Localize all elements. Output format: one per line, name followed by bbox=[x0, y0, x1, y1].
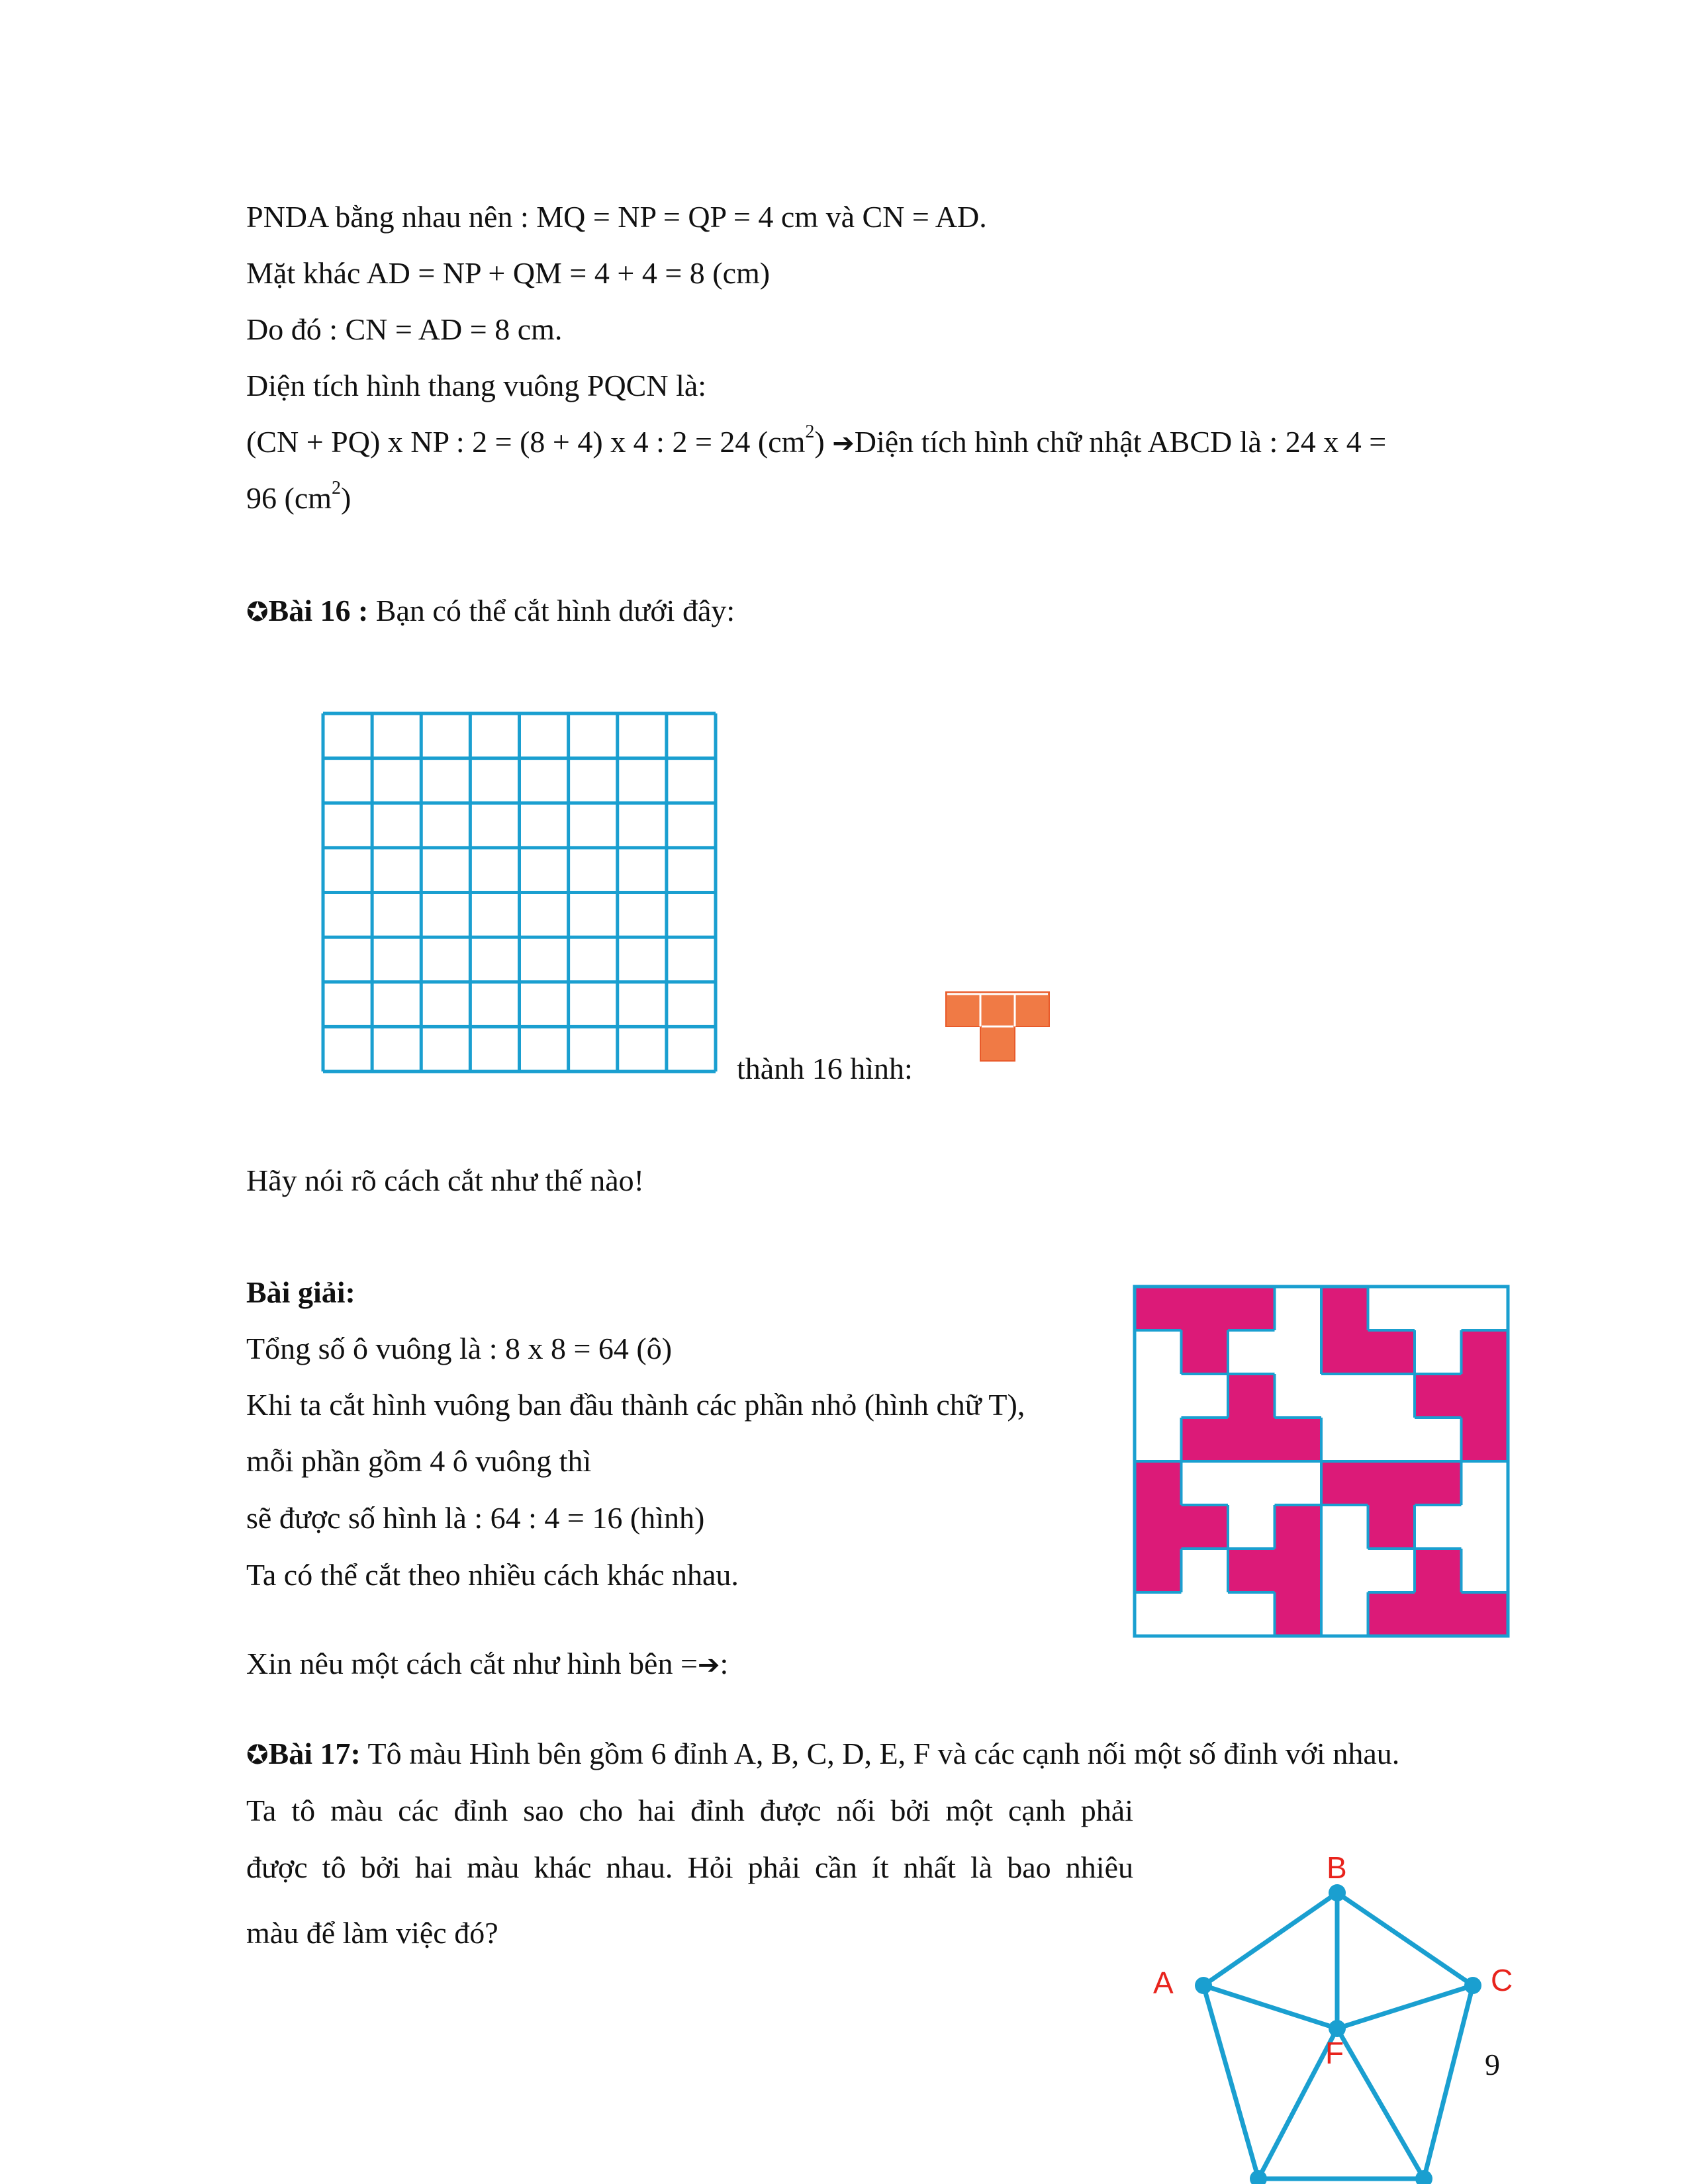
tiling-cell bbox=[1275, 1461, 1322, 1505]
t-tetromino bbox=[943, 989, 1056, 1066]
tiling-cell bbox=[1275, 1374, 1322, 1418]
vertex-C bbox=[1464, 1977, 1481, 1994]
tiling-cell bbox=[1462, 1549, 1509, 1592]
tiling-cell bbox=[1275, 1418, 1322, 1461]
edge-CD bbox=[1424, 1985, 1473, 2179]
tetromino-cell bbox=[1015, 992, 1049, 1026]
solution-line-3: mỗi phần gồm 4 ô vuông thì bbox=[246, 1444, 592, 1478]
tiling-cell bbox=[1135, 1330, 1182, 1374]
tiling-cell bbox=[1321, 1374, 1368, 1418]
text-line-6 bbox=[246, 477, 352, 517]
tiling-cell bbox=[1182, 1505, 1229, 1549]
tiling-cell bbox=[1228, 1330, 1275, 1374]
tiling-cell bbox=[1275, 1505, 1322, 1549]
tiling-cell bbox=[1368, 1418, 1415, 1461]
text-line-3: Do đó : CN = AD = 8 cm. bbox=[246, 312, 563, 346]
tiling-cell bbox=[1182, 1418, 1229, 1461]
superscript: 2 bbox=[805, 421, 815, 442]
edge-AF bbox=[1203, 1985, 1337, 2028]
formula-part: (CN + PQ) x NP : 2 = (8 + 4) x 4 : 2 = 24 (cm bbox=[246, 425, 806, 459]
solution-line-1: Tổng số ô vuông là : 8 x 8 = 64 (ô) bbox=[246, 1332, 673, 1365]
text-line-4: Diện tích hình thang vuông PQCN là: bbox=[246, 369, 707, 402]
bai16-title: Bài 16 : bbox=[268, 594, 369, 627]
solution-title: Bài giải: bbox=[246, 1275, 355, 1309]
arrow-icon: ➔ bbox=[832, 428, 855, 459]
tiling-cell bbox=[1228, 1549, 1275, 1592]
label-B: B bbox=[1327, 1850, 1347, 1885]
solution-line-2: Khi ta cắt hình vuông ban đầu thành các phần nhỏ (hình chữ T), bbox=[246, 1388, 1025, 1422]
tiling-cell bbox=[1275, 1287, 1322, 1330]
solution-line-4: sẽ được số hình là : 64 : 4 = 16 (hình) bbox=[246, 1501, 705, 1535]
tiling-cell bbox=[1135, 1549, 1182, 1592]
tiling-cell bbox=[1462, 1374, 1509, 1418]
bai17-text: Tô màu Hình bên gồm 6 đỉnh A, B, C, D, E, F và các cạnh nối một số đỉnh với nhau. bbox=[360, 1737, 1400, 1770]
tiling-cell bbox=[1182, 1461, 1229, 1505]
tiling-cell bbox=[1321, 1418, 1368, 1461]
tiling-cell bbox=[1182, 1374, 1229, 1418]
t-tiling-solution bbox=[1132, 1284, 1513, 1641]
tiling-cell bbox=[1368, 1549, 1415, 1592]
tiling-cell bbox=[1415, 1592, 1462, 1636]
solution-line-6 bbox=[246, 1645, 728, 1684]
tiling-cell bbox=[1415, 1374, 1462, 1418]
tiling-cell bbox=[1182, 1592, 1229, 1636]
bai17-paragraph-line-1: Ta tô màu các đỉnh sao cho hai đỉnh được nối bởi một cạnh phải bbox=[246, 1794, 1133, 1827]
tiling-cell bbox=[1321, 1505, 1368, 1549]
tiling-cell bbox=[1182, 1287, 1229, 1330]
tiling-cell bbox=[1462, 1592, 1509, 1636]
tiling-cell bbox=[1275, 1592, 1322, 1636]
label-A: A bbox=[1153, 1966, 1174, 2000]
formula-part: ) bbox=[341, 481, 352, 515]
pentagon-graph bbox=[1139, 1820, 1513, 2184]
formula-part: ) bbox=[814, 425, 833, 459]
tiling-cell bbox=[1135, 1461, 1182, 1505]
vertex-F bbox=[1329, 2020, 1346, 2037]
bai16-caption: thành 16 hình: bbox=[737, 1052, 913, 1085]
tiling-cell bbox=[1228, 1418, 1275, 1461]
solution-text: : bbox=[720, 1647, 729, 1680]
tetromino-cell bbox=[946, 992, 980, 1026]
solution-line-5: Ta có thể cắt theo nhiều cách khác nhau. bbox=[246, 1558, 739, 1592]
edge-BC bbox=[1337, 1893, 1473, 1985]
edge-EA bbox=[1203, 1985, 1258, 2179]
tiling-cell bbox=[1462, 1418, 1509, 1461]
tiling-cell bbox=[1462, 1330, 1509, 1374]
superscript: 2 bbox=[332, 477, 342, 498]
tiling-cell bbox=[1368, 1374, 1415, 1418]
bai16-text: Bạn có thể cắt hình dưới đây: bbox=[368, 594, 735, 627]
tiling-cell bbox=[1321, 1330, 1368, 1374]
tiling-cell bbox=[1182, 1330, 1229, 1374]
tiling-cell bbox=[1135, 1287, 1182, 1330]
text-line-2: Mặt khác AD = NP + QM = 4 + 4 = 8 (cm) bbox=[246, 256, 771, 290]
label-C: C bbox=[1491, 1963, 1513, 1997]
tiling-cell bbox=[1415, 1287, 1462, 1330]
tiling-cell bbox=[1275, 1330, 1322, 1374]
tiling-cell bbox=[1462, 1505, 1509, 1549]
tiling-cell bbox=[1275, 1549, 1322, 1592]
tiling-cell bbox=[1228, 1287, 1275, 1330]
tiling-cell bbox=[1228, 1592, 1275, 1636]
tiling-cell bbox=[1135, 1505, 1182, 1549]
text-line-1: PNDA bằng nhau nên : MQ = NP = QP = 4 cm và CN = AD. bbox=[246, 200, 987, 234]
tiling-cell bbox=[1462, 1287, 1509, 1330]
tiling-cell bbox=[1368, 1461, 1415, 1505]
tiling-cell bbox=[1415, 1505, 1462, 1549]
tiling-cell bbox=[1368, 1287, 1415, 1330]
tiling-cell bbox=[1415, 1330, 1462, 1374]
tiling-cell bbox=[1321, 1461, 1368, 1505]
bai17-paragraph-line-3: màu để làm việc đó? bbox=[246, 1916, 498, 1950]
tiling-cell bbox=[1321, 1287, 1368, 1330]
bai17-paragraph-line-2: được tô bởi hai màu khác nhau. Hỏi phải cần ít nhất là bao nhiêu bbox=[246, 1850, 1133, 1884]
tiling-cell bbox=[1368, 1505, 1415, 1549]
vertex-B bbox=[1329, 1884, 1346, 1901]
tiling-cell bbox=[1462, 1461, 1509, 1505]
tiling-cell bbox=[1135, 1374, 1182, 1418]
tiling-cell bbox=[1415, 1461, 1462, 1505]
arrow-icon: ➔ bbox=[697, 1650, 720, 1680]
solution-text: Xin nêu một cách cắt như hình bên = bbox=[246, 1647, 698, 1680]
text-line-5 bbox=[246, 421, 1387, 462]
tiling-cell bbox=[1415, 1418, 1462, 1461]
bai17-title: Bài 17: bbox=[268, 1737, 361, 1770]
vertex-A bbox=[1195, 1977, 1212, 1994]
tiling-cell bbox=[1135, 1418, 1182, 1461]
tiling-cell bbox=[1321, 1592, 1368, 1636]
edge-CF bbox=[1337, 1985, 1473, 2028]
tiling-cell bbox=[1368, 1330, 1415, 1374]
tetromino-cell bbox=[980, 1026, 1015, 1061]
bai16-question: Hãy nói rõ cách cắt như thế nào! bbox=[246, 1163, 644, 1197]
label-F: F bbox=[1325, 2036, 1344, 2070]
tiling-cell bbox=[1228, 1374, 1275, 1418]
bai17-heading bbox=[246, 1735, 1399, 1774]
grid-8x8 bbox=[316, 702, 724, 1073]
edge-AB bbox=[1203, 1893, 1337, 1985]
star-icon: ✪ bbox=[246, 1740, 269, 1770]
formula-part: Diện tích hình chữ nhật ABCD là : 24 x 4 = bbox=[854, 425, 1387, 459]
tiling-cell bbox=[1228, 1461, 1275, 1505]
edge-DF bbox=[1337, 2028, 1424, 2179]
tiling-cell bbox=[1368, 1592, 1415, 1636]
tiling-cell bbox=[1182, 1549, 1229, 1592]
tiling-cell bbox=[1228, 1505, 1275, 1549]
page-number: 9 bbox=[1485, 2048, 1500, 2081]
tiling-cell bbox=[1415, 1549, 1462, 1592]
bai16-heading bbox=[246, 592, 735, 631]
tiling-cell bbox=[1321, 1549, 1368, 1592]
star-icon: ✪ bbox=[246, 597, 269, 627]
tiling-cell bbox=[1135, 1592, 1182, 1636]
tetromino-cell bbox=[980, 992, 1015, 1026]
formula-part: 96 (cm bbox=[246, 481, 332, 515]
